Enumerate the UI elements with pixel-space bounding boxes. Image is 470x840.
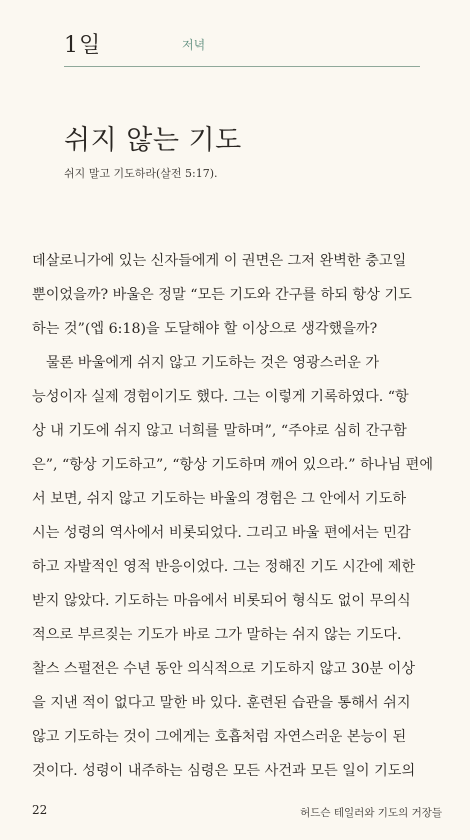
header-divider bbox=[64, 66, 420, 67]
body-line: 데살로니가에 있는 신자들에게 이 권면은 그저 완벽한 충고일 bbox=[32, 253, 407, 269]
body-line: 않고 기도하는 것이 그에게는 호흡처럼 자연스러운 본능이 된 bbox=[32, 729, 407, 745]
devotion-title: 쉬지 않는 기도 bbox=[64, 125, 242, 156]
body-line: 서 보면, 쉬지 않고 기도하는 바울의 경험은 그 안에서 기도하 bbox=[32, 491, 407, 507]
time-label: 저녁 bbox=[182, 38, 206, 52]
body-line: 상 내 기도에 쉬지 않고 너희를 말하며”, “주야로 심히 간구함 bbox=[32, 423, 407, 439]
body-text bbox=[32, 244, 442, 788]
body-line: 시는 성령의 역사에서 비롯되었다. 그리고 바울 편에서는 민감 bbox=[32, 525, 411, 541]
body-line: 을 지낸 적이 없다고 말한 바 있다. 훈련된 습관을 통해서 쉬지 bbox=[32, 695, 411, 711]
body-line: 적으로 부르짖는 기도가 바로 그가 말하는 쉬지 않는 기도다. bbox=[32, 627, 402, 643]
body-line: 능성이자 실제 경험이기도 했다. 그는 이렇게 기록하였다. “항 bbox=[32, 389, 409, 405]
body-line: 것이다. 성령이 내주하는 심령은 모든 사건과 모든 일이 기도의 bbox=[32, 763, 416, 779]
body-line: 하고 자발적인 영적 반응이었다. 그는 정해진 기도 시간에 제한 bbox=[32, 559, 416, 575]
book-title: 허드슨 테일러와 기도의 거장들 bbox=[300, 807, 442, 819]
body-line: 하는 것”(엡 6:18)을 도달해야 할 이상으로 생각했을까? bbox=[32, 321, 378, 337]
page-header bbox=[64, 28, 420, 68]
body-line: 은”, “항상 기도하고”, “항상 기도하며 깨어 있으라.” 하나님 편에 bbox=[32, 457, 434, 473]
body-line: 받지 않았다. 기도하는 마음에서 비롯되어 형식도 없이 무의식 bbox=[32, 593, 411, 609]
page-number: 22 bbox=[32, 803, 48, 817]
scripture-verse: 쉬지 말고 기도하라(살전 5:17). bbox=[64, 167, 218, 180]
body-line: 물론 바울에게 쉬지 않고 기도하는 것은 영광스러운 가 bbox=[46, 355, 380, 371]
day-label: 1일 bbox=[64, 33, 102, 58]
body-line: 뿐이었을까? 바울은 정말 “모든 기도와 간구를 하되 항상 기도 bbox=[32, 287, 412, 303]
body-line: 찰스 스펄전은 수년 동안 의식적으로 기도하지 않고 30분 이상 bbox=[32, 661, 416, 677]
